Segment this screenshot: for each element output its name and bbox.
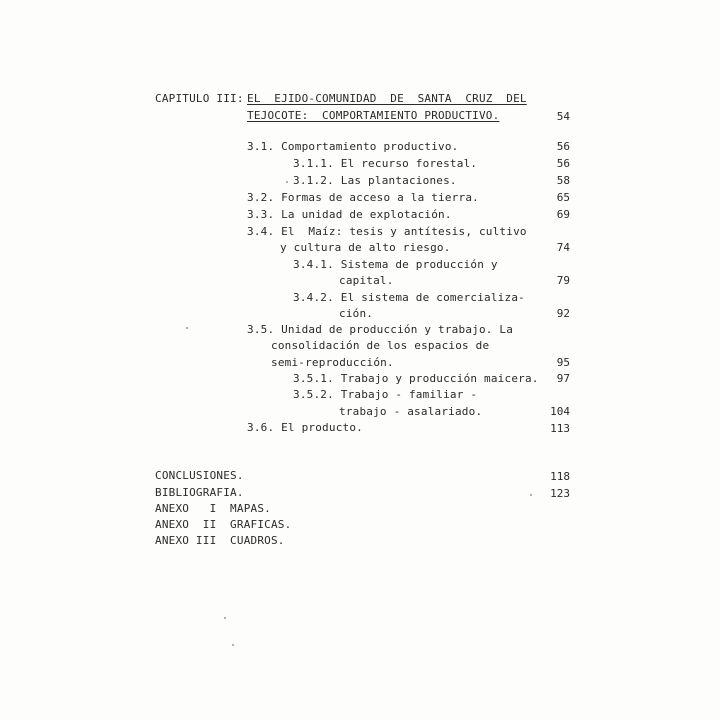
toc-entry-3-5-cont1: consolidación de los espacios de xyxy=(271,339,490,352)
toc-entry-3-5: 3.5. Unidad de producción y trabajo. La xyxy=(247,323,514,336)
toc-bibliografia: BIBLIOGRAFIA. xyxy=(155,486,244,499)
toc-entry-3-3: 3.3. La unidad de explotación. xyxy=(247,208,452,221)
toc-entry-3-5-2-cont: trabajo - asalariado. xyxy=(339,405,483,418)
toc-page-3-6: 113 xyxy=(550,422,570,435)
scan-speck xyxy=(232,644,234,646)
toc-entry-3-5-2: 3.5.2. Trabajo - familiar - xyxy=(293,388,478,401)
toc-page-3-3: 69 xyxy=(556,208,570,221)
toc-entry-3-4-1-cont: capital. xyxy=(339,274,394,287)
toc-page-3-4: 74 xyxy=(556,241,570,254)
toc-entry-3-4-cont: y cultura de alto riesgo. xyxy=(280,241,451,254)
toc-page-conclusiones: 118 xyxy=(550,470,570,483)
toc-entry-3-6: 3.6. El producto. xyxy=(247,421,363,434)
toc-anexo-iii: ANEXO III CUADROS. xyxy=(155,534,285,547)
toc-page-3-5: 95 xyxy=(556,356,570,369)
toc-entry-3-1-2: 3.1.2. Las plantaciones. xyxy=(293,174,457,187)
toc-conclusiones: CONCLUSIONES. xyxy=(155,469,244,482)
toc-page-3-1-1: 56 xyxy=(556,157,570,170)
toc-entry-3-1-1: 3.1.1. El recurso forestal. xyxy=(293,157,478,170)
chapter-label: CAPITULO III: xyxy=(155,92,244,105)
scan-speck xyxy=(186,327,188,329)
toc-page-3-4-1: 79 xyxy=(556,274,570,287)
toc-entry-3-4: 3.4. El Maíz: tesis y antítesis, cultivo xyxy=(247,225,527,238)
chapter-title-line1: EL EJIDO-COMUNIDAD DE SANTA CRUZ DEL xyxy=(247,92,527,105)
chapter-page-number: 54 xyxy=(556,110,570,123)
toc-anexo-i: ANEXO I MAPAS. xyxy=(155,502,271,515)
toc-page-3-5-2: 104 xyxy=(550,405,570,418)
toc-entry-3-4-2: 3.4.2. El sistema de comercializa- xyxy=(293,291,525,304)
toc-page-3-1: 56 xyxy=(556,140,570,153)
chapter-title-line2: TEJOCOTE: COMPORTAMIENTO PRODUCTIVO. xyxy=(247,109,500,122)
scan-speck xyxy=(530,494,532,496)
toc-page-bibliografia: 123 xyxy=(550,487,570,500)
toc-entry-3-4-1: 3.4.1. Sistema de producción y xyxy=(293,258,498,271)
toc-entry-3-1: 3.1. Comportamiento productivo. xyxy=(247,140,459,153)
toc-entry-3-2: 3.2. Formas de acceso a la tierra. xyxy=(247,191,479,204)
toc-page-3-5-1: 97 xyxy=(556,372,570,385)
scan-speck xyxy=(286,181,288,183)
toc-page-3-4-2: 92 xyxy=(556,307,570,320)
toc-anexo-ii: ANEXO II GRAFICAS. xyxy=(155,518,292,531)
toc-entry-3-4-2-cont: ción. xyxy=(339,307,374,320)
toc-page-3-1-2: 58 xyxy=(556,174,570,187)
scan-speck xyxy=(224,617,226,619)
toc-entry-3-5-cont2: semi-reproducción. xyxy=(271,356,394,369)
toc-entry-3-5-1: 3.5.1. Trabajo y producción maicera. xyxy=(293,372,539,385)
toc-page-3-2: 65 xyxy=(556,191,570,204)
